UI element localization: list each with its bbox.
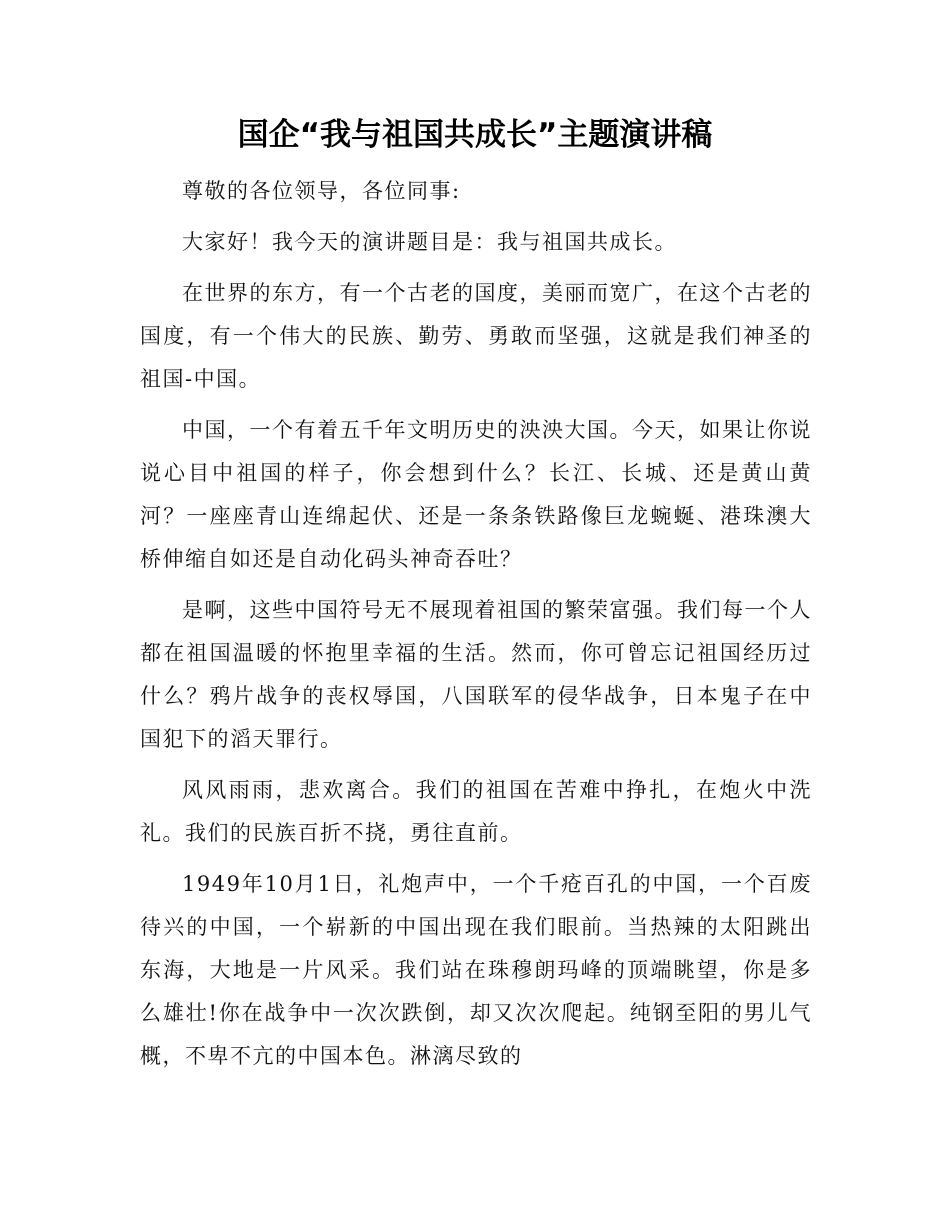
body-paragraph: 在世界的东方，有一个古老的国度，美丽而宽广，在这个古老的国度，有一个伟大的民族、勤劳、勇敢而坚强，这就是我们神圣的祖国-中国。 bbox=[140, 281, 812, 391]
document-body bbox=[140, 170, 812, 1086]
body-paragraph: 中国，一个有着五千年文明历史的泱泱大国。今天，如果让你说说心目中祖国的样子，你会想到什么？长江、长城、还是黄山黄河？一座座青山连绵起伏、还是一条条铁路像巨龙蜿蜒、港珠澳大桥伸缩自如还是自动化码头神奇吞吐？ bbox=[140, 418, 812, 571]
salutation-paragraph: 尊敬的各位领导，各位同事: bbox=[182, 179, 461, 203]
body-paragraph: 风风雨雨，悲欢离合。我们的祖国在苦难中挣扎，在炮火中洗礼。我们的民族百折不挠，勇往直前。 bbox=[140, 778, 812, 845]
document-title: 国企“我与祖国共成长”主题演讲稿 bbox=[237, 117, 713, 153]
body-paragraph: 是啊，这些中国符号无不展现着祖国的繁荣富强。我们每一个人都在祖国温暖的怀抱里幸福的生活。然而，你可曾忘记祖国经历过什么？鸦片战争的丧权辱国，八国联军的侵华战争，日本鬼子在中国犯下的滔天罪行。 bbox=[140, 598, 812, 751]
greeting-paragraph: 大家好！我今天的演讲题目是：我与祖国共成长。 bbox=[182, 230, 677, 254]
body-paragraph: 1949年10月1日，礼炮声中，一个千疮百孔的中国，一个百废待兴的中国，一个崭新的中国出现在我们眼前。当热辣的太阳跳出东海，大地是一片风采。我们站在珠穆朗玛峰的顶端眺望，你是多么雄壮!你在战争中一次次跌倒，却又次次爬起。纯钢至阳的男儿气概，不卑不亢的中国本色。淋漓尽致的 bbox=[140, 872, 812, 1068]
